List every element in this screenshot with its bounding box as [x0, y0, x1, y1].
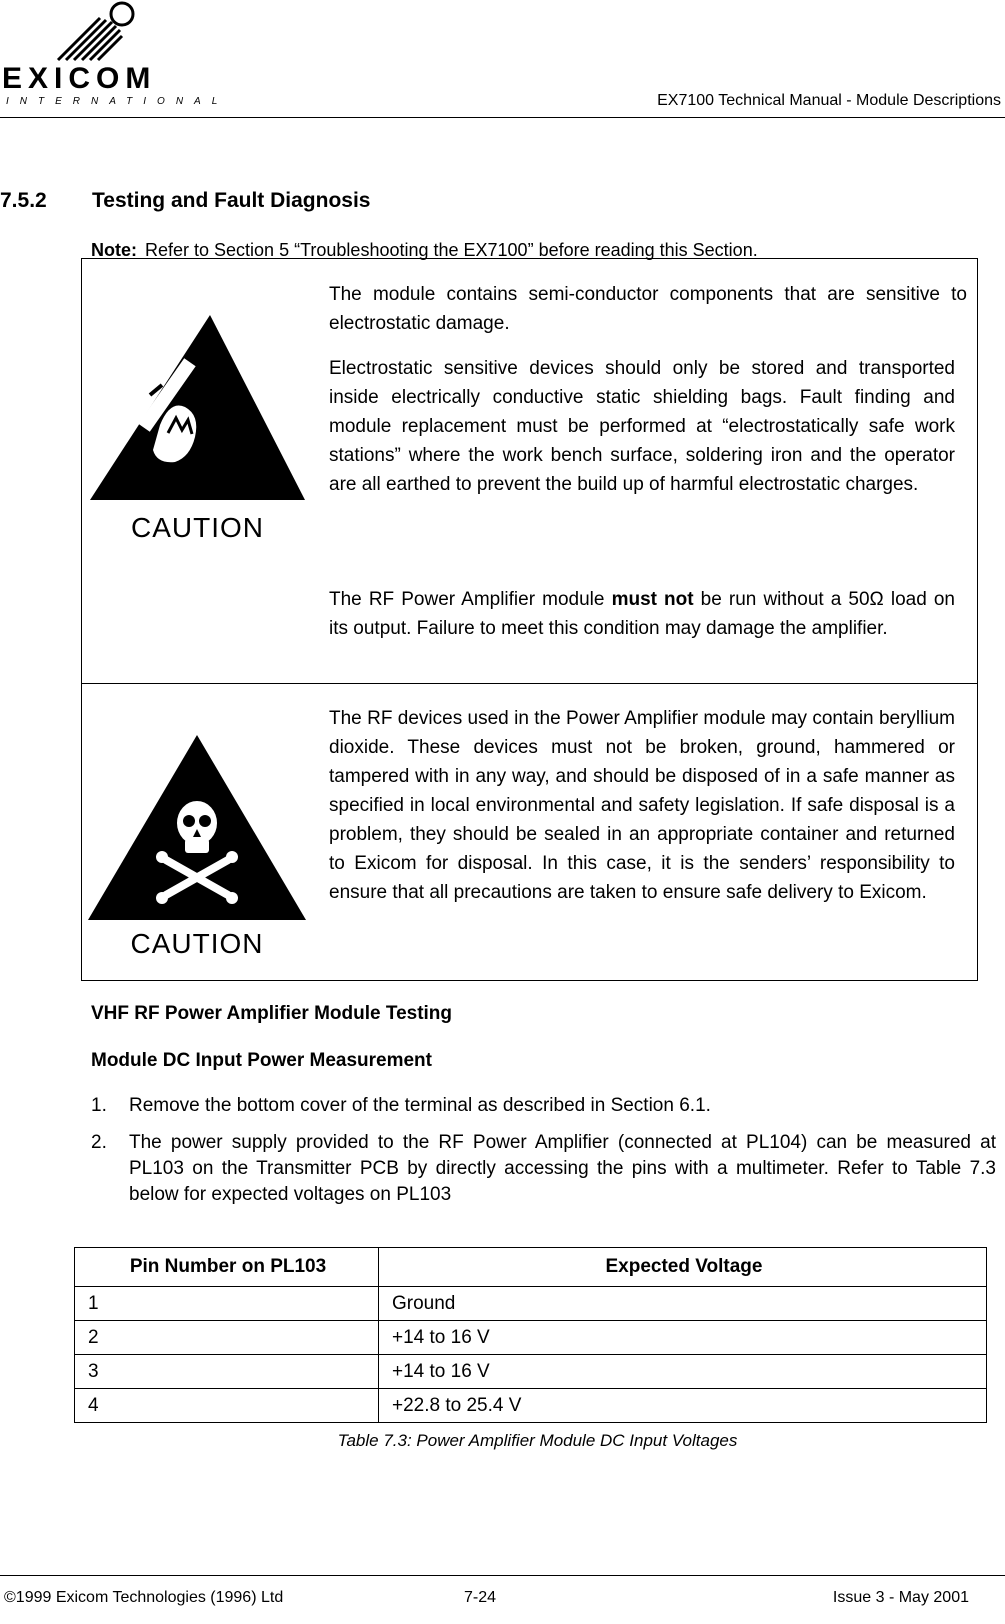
logo-wordmark: EXICOM: [2, 62, 157, 95]
header-rule: [0, 117, 1005, 118]
esd-p3-end: be run without a 50Ω load on its output. Failure to meet this condition may damage the amplifier.: [329, 589, 955, 639]
note-text: Refer to Section 5 “Troubleshooting the EX7100” before reading this Section.: [145, 240, 758, 260]
list-item-number: 1.: [91, 1095, 107, 1116]
dc-voltage-table: [74, 1247, 987, 1423]
table-cell-pin: 4: [75, 1389, 379, 1423]
esd-paragraph-1: The module contains semi-conductor components that are sensitive to electrostatic damage.: [329, 284, 967, 334]
list-item-text: Remove the bottom cover of the terminal as described in Section 6.1.: [129, 1095, 711, 1116]
section-number: 7.5.2: [0, 189, 47, 212]
testing-heading: VHF RF Power Amplifier Module Testing: [91, 1003, 453, 1024]
list-item: [91, 1093, 996, 1119]
note-label: Note:: [91, 240, 137, 260]
logo-subtitle: INTERNATIONAL: [6, 96, 229, 107]
column-header-pin: Pin Number on PL103: [75, 1248, 379, 1287]
esd-paragraph-3: [329, 585, 955, 643]
table-cell-pin: 3: [75, 1355, 379, 1389]
footer-issue: Issue 3 - May 2001: [832, 1589, 969, 1606]
list-item-number: 2.: [91, 1132, 107, 1153]
table-cell-pin: 2: [75, 1321, 379, 1355]
esd-p3-start: The RF Power Amplifier module: [329, 589, 612, 610]
table-cell-voltage: +22.8 to 25.4 V: [379, 1389, 987, 1423]
running-header: EX7100 Technical Manual - Module Descriptions: [657, 92, 1001, 109]
column-header-voltage: Expected Voltage: [379, 1248, 987, 1287]
footer-page-number: 7-24: [464, 1589, 497, 1606]
table-row: [75, 1389, 987, 1423]
skull-crossbones-warning-icon: [88, 735, 306, 925]
section-title: Testing and Fault Diagnosis: [92, 189, 371, 212]
toxic-caution-label: CAUTION: [130, 928, 264, 959]
table-cell-voltage: +14 to 16 V: [379, 1321, 987, 1355]
footer-rule: [0, 1575, 1005, 1576]
toxic-paragraph: The RF devices used in the Power Amplifier module may contain beryllium dioxide. These devices must not be broken, ground, hammered or tampered with in any way, and should be disposed of in a safe manner as specified in local environmental and safety legislation. If safe disposal is a problem, they should be sealed in an appropriate container and returned to Exicom for disposal. In this case, it is the senders’ responsibility to ensure that all precautions are taken to ensure safe delivery to Exicom.: [329, 708, 955, 903]
footer-copyright: ©1999 Exicom Technologies (1996) Ltd: [4, 1589, 284, 1606]
list-item: [91, 1130, 996, 1220]
toxic-caution-panel: [88, 735, 306, 975]
table-row: [75, 1321, 987, 1355]
testing-subheading: Module DC Input Power Measurement: [91, 1050, 432, 1071]
list-item-text: The power supply provided to the RF Power Amplifier (connected at PL104) can be measured at PL103 on the Transmitter PCB by directly accessing the pins with a multimeter. Refer to Table 7.3 below for expected voltages on PL103: [129, 1132, 996, 1205]
table-row: [75, 1355, 987, 1389]
esd-caution-label: CAUTION: [131, 512, 264, 543]
esd-paragraph-2: Electrostatic sensitive devices should only be stored and transported inside electrically conductive static shielding bags. Fault finding and module replacement must be performed at “electrostatically safe work stations” where the work bench surface, soldering iron and the operator are all earthed to prevent the build up of harmful electrostatic charges.: [329, 358, 955, 495]
esd-caution-panel: [90, 315, 305, 555]
caution-divider: [81, 683, 978, 684]
esd-warning-icon: [90, 315, 305, 505]
table-cell-pin: 1: [75, 1287, 379, 1321]
table-caption: Table 7.3: Power Amplifier Module DC Input Voltages: [337, 1431, 738, 1450]
section-heading: [0, 188, 370, 214]
table-cell-voltage: +14 to 16 V: [379, 1355, 987, 1389]
table-header-row: [75, 1248, 987, 1287]
table-cell-voltage: Ground: [379, 1287, 987, 1321]
esd-p3-emphasis: must not: [611, 589, 694, 610]
exicom-logo-icon: [50, 0, 140, 64]
table-row: [75, 1287, 987, 1321]
